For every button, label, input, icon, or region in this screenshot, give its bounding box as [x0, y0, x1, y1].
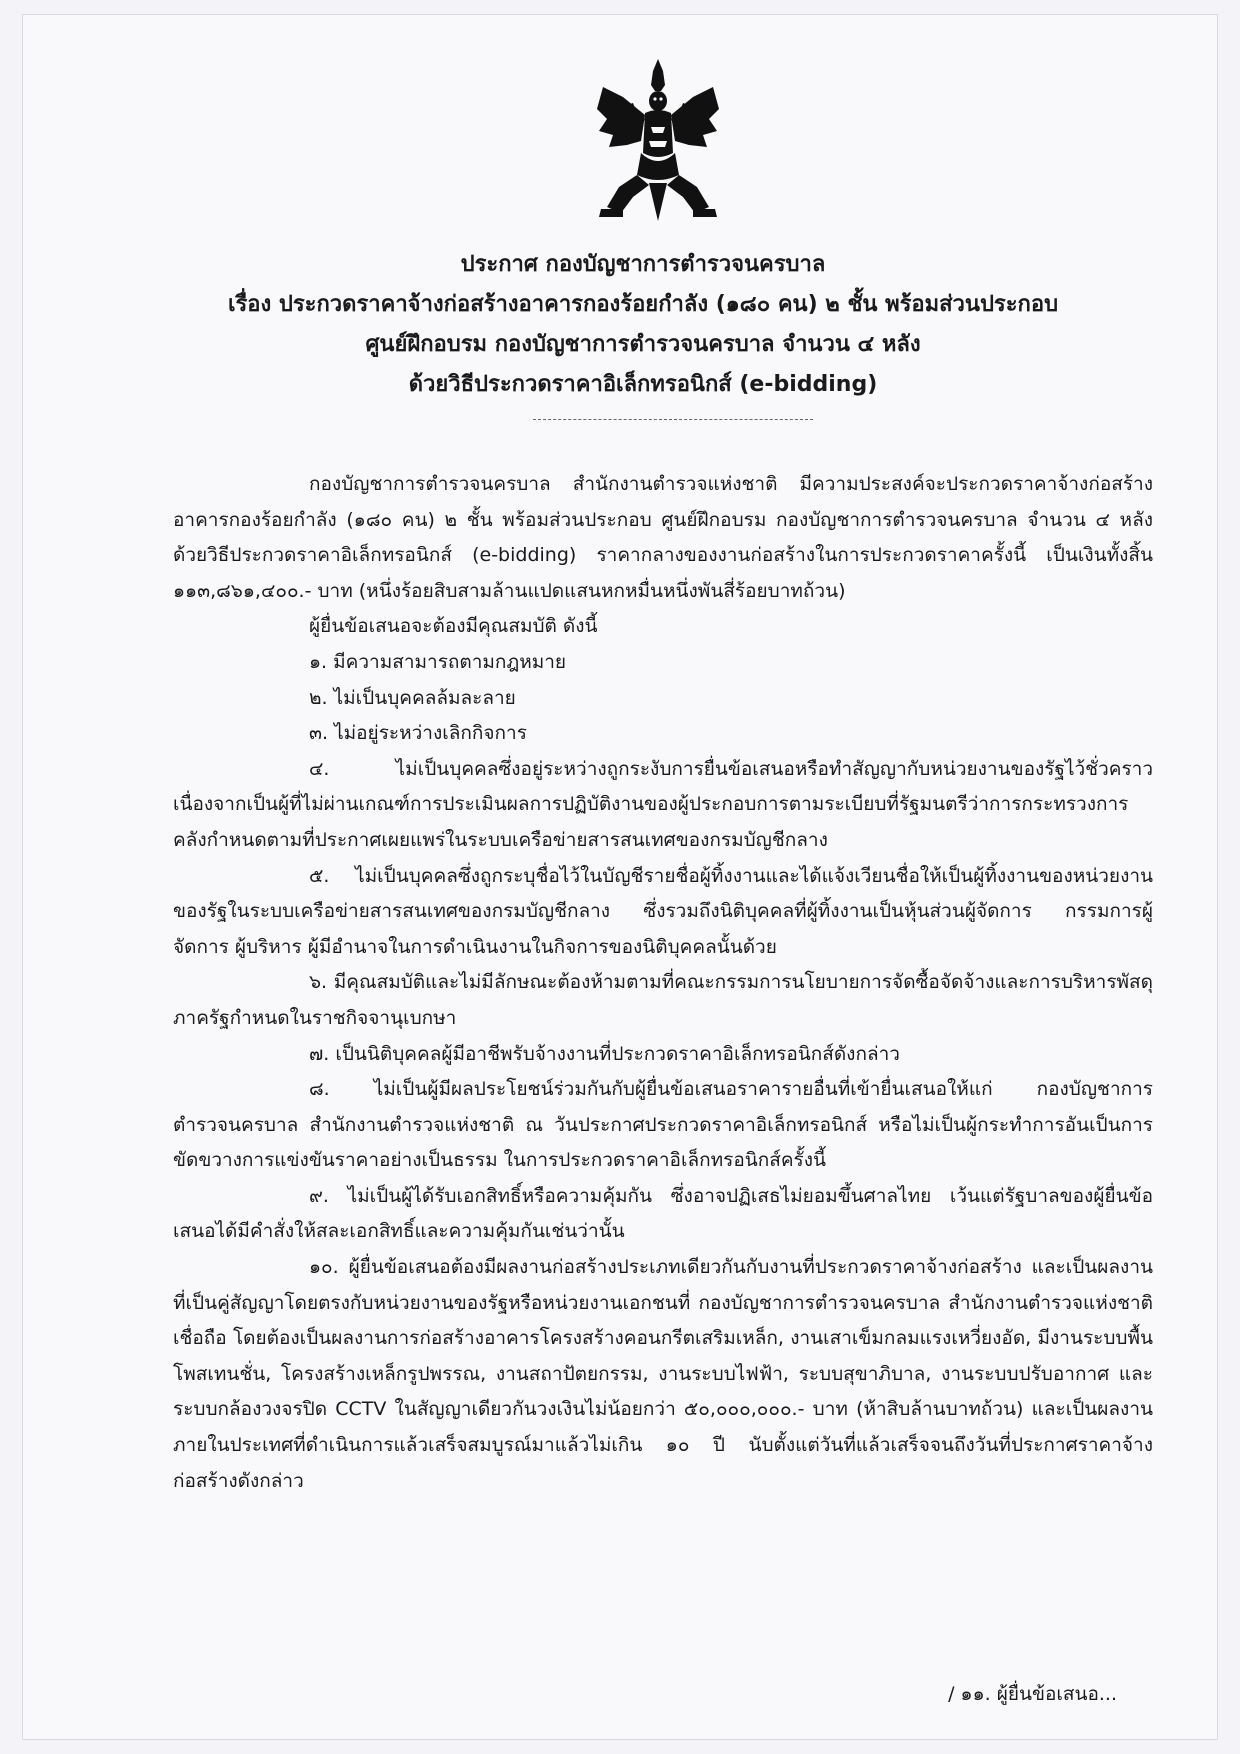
- qualification-item: ๗. เป็นนิติบุคคลผู้มีอาชีพรับจ้างงานที่ประกวดราคาอิเล็กทรอนิกส์ดังกล่าว: [309, 1042, 900, 1065]
- qualification-item: ๑. มีความสามารถตามกฎหมาย: [309, 650, 567, 673]
- qualification-item: ๙. ไม่เป็นผู้ได้รับเอกสิทธิ์หรือความคุ้มกัน ซึ่งอาจปฏิเสธไม่ยอมขึ้นศาลไทย เว้นแต่รัฐบาลของผู้ยื่นข้อเสนอได้มีคำสั่งให้สละเอกสิทธิ์และความคุ้มกันเช่นว่านั้น: [173, 1184, 1153, 1243]
- title-divider: [533, 419, 813, 420]
- qualification-item: ๘. ไม่เป็นผู้มีผลประโยชน์ร่วมกันกับผู้ยื่นข้อเสนอราคารายอื่นที่เข้ายื่นเสนอให้แก่ กองบัญชาการตำรวจนครบาล สำนักงานตำรวจแห่งชาติ ณ วันประกาศประกวดราคาอิเล็กทรอนิกส์ หรือไม่เป็นผู้กระทำการอันเป็นการขัดขวางการแข่งขันราคาอย่างเป็นธรรม ในการประกวดราคาอิเล็กทรอนิกส์ครั้งนี้: [173, 1078, 1153, 1172]
- announcement-title: ประกาศ กองบัญชาการตำรวจนครบาล: [460, 252, 826, 277]
- qualification-item: ๒. ไม่เป็นบุคคลล้มละลาย: [309, 686, 516, 709]
- continuation-note: / ๑๑. ผู้ยื่นข้อเสนอ...: [948, 1683, 1117, 1705]
- document-page: [22, 14, 1218, 1740]
- qualification-item: ๖. มีคุณสมบัติและไม่มีลักษณะต้องห้ามตามที่คณะกรรมการนโยบายการจัดซื้อจัดจ้างและการบริหารพัสดุภาครัฐกำหนดในราชกิจจานุเบกษา: [173, 971, 1153, 1029]
- document-body: [173, 467, 1153, 1499]
- qualification-item: ๑๐. ผู้ยื่นข้อเสนอต้องมีผลงานก่อสร้างประเภทเดียวกันกับงานที่ประกวดราคาจ้างก่อสร้าง และเป็นผลงานที่เป็นคู่สัญญาโดยตรงกับหน่วยงานของรัฐหรือหน่วยงานเอกชนที่ กองบัญชาการตำรวจนครบาล สำนักงานตำรวจแห่งชาติ เชื่อถือ โดยต้องเป็นผลงานการก่อสร้างอาคารโครงสร้างคอนกรีตเสริมเหล็ก, งานเสาเข็มกลมแรงเหวี่ยงอัด, มีงานระบบพื้นโพสเทนชั่น, โครงสร้างเหล็กรูปพรรณ, งานสถาปัตยกรรม, งานระบบไฟฟ้า, ระบบสุขาภิบาล, งานระบบปรับอากาศ และระบบกล้องวงจรปิด CCTV ในสัญญาเดียวกันวงเงินไม่น้อยกว่า ๕๐,๐๐๐,๐๐๐.- บาท (ห้าสิบล้านบาทถ้วน) และเป็นผลงานภายในประเทศที่ดำเนินการแล้วเสร็จสมบูรณ์มาแล้วไม่เกิน ๑๐ ปี นับตั้งแต่วันที่แล้วเสร็จจนถึงวันที่ประกาศราคาจ้างก่อสร้างดังกล่าว: [173, 1256, 1153, 1492]
- subject-line-3: ด้วยวิธีประกวดราคาอิเล็กทรอนิกส์ (e-bidding): [408, 372, 878, 397]
- subject-line-2: ศูนย์ฝึกอบรม กองบัญชาการตำรวจนครบาล จำนวน ๔ หลัง: [365, 332, 921, 357]
- intro-paragraph: กองบัญชาการตำรวจนครบาล สำนักงานตำรวจแห่งชาติ มีความประสงค์จะประกวดราคาจ้างก่อสร้างอาคารกองร้อยกำลัง (๑๘๐ คน) ๒ ชั้น พร้อมส่วนประกอบ ศูนย์ฝึกอบรม กองบัญชาการตำรวจนครบาล จำนวน ๔ หลัง ด้วยวิธีประกวดราคาอิเล็กทรอนิกส์ (e-bidding) ราคากลางของงานก่อสร้างในการประกวดราคาครั้งนี้ เป็นเงินทั้งสิ้น ๑๑๓,๘๖๑,๔๐๐.- บาท (หนึ่งร้อยสิบสามล้านแปดแสนหกหมื่นหนึ่งพันสี่ร้อยบาทถ้วน): [173, 473, 1153, 602]
- qualification-heading: ผู้ยื่นข้อเสนอจะต้องมีคุณสมบัติ ดังนี้: [309, 615, 598, 638]
- garuda-emblem-icon: [593, 57, 723, 227]
- qualification-item: ๔. ไม่เป็นบุคคลซึ่งอยู่ระหว่างถูกระงับการยื่นข้อเสนอหรือทำสัญญากับหน่วยงานของรัฐไว้ชั่วคราวเนื่องจากเป็นผู้ที่ไม่ผ่านเกณฑ์การประเมินผลการปฏิบัติงานของผู้ประกอบการตามระเบียบที่รัฐมนตรีว่าการกระทรวงการคลังกำหนดตามที่ประกาศเผยแพร่ในระบบเครือข่ายสารสนเทศของกรมบัญชีกลาง: [173, 757, 1153, 851]
- qualification-item: ๓. ไม่อยู่ระหว่างเลิกกิจการ: [309, 722, 527, 745]
- subject-line: เรื่อง ประกวดราคาจ้างก่อสร้างอาคารกองร้อยกำลัง (๑๘๐ คน) ๒ ชั้น พร้อมส่วนประกอบ: [227, 292, 1059, 317]
- qualification-item: ๕. ไม่เป็นบุคคลซึ่งถูกระบุชื่อไว้ในบัญชีรายชื่อผู้ทิ้งงานและได้แจ้งเวียนชื่อให้เป็นผู้ทิ้งงานของหน่วยงานของรัฐในระบบเครือข่ายสารสนเทศของกรมบัญชีกลาง ซึ่งรวมถึงนิติบุคคลที่ผู้ทิ้งงานเป็นหุ้นส่วนผู้จัดการ กรรมการผู้จัดการ ผู้บริหาร ผู้มีอำนาจในการดำเนินงานในกิจการของนิติบุคคลนั้นด้วย: [173, 864, 1153, 958]
